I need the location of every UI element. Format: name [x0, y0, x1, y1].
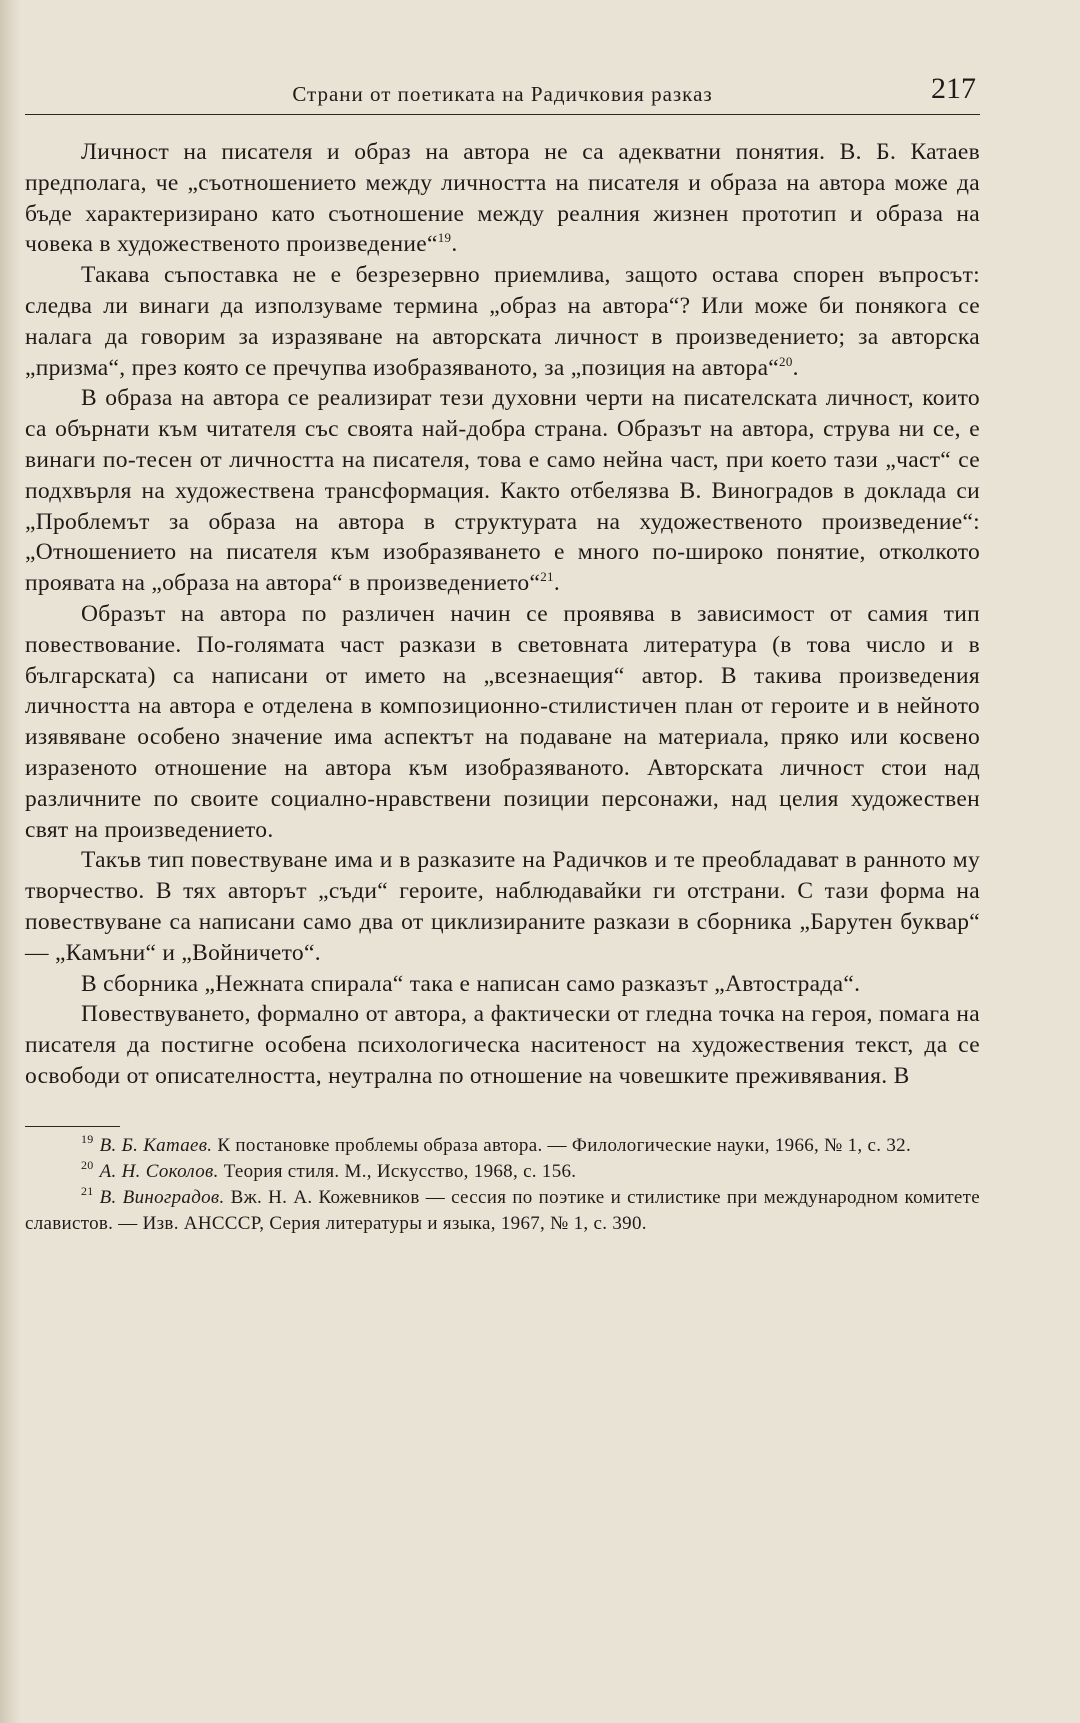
page-spine-shadow [0, 0, 22, 1723]
paragraph [25, 260, 980, 383]
footnote-number: 19 [81, 1132, 94, 1147]
paragraph-text: В образа на автора се реализират тези духовни черти на писателската личност, които са обърнати към читателя със своята най-добра страна. Образът на автора, струва ни се, е винаги по-тесен от личността на писателя, това е само нейна част, при което тази „част“ се подхвърля на художествена трансформация. Както отбелязва В. Виноградов в доклада си „Проблемът за образа на автора в структурата на художественото произведение“: „Отношението на писателя към изобразяването е много по-широко понятие, отколкото проявата на „образа на автора“ в произведението“ [25, 385, 980, 597]
page-header [25, 70, 980, 115]
paragraph: Такъв тип повествуване има и в разказите на Радичков и те преобладават в ранното му творчество. В тях авторът „съди“ героите, наблюдавайки ги отстрани. С тази форма на повествуване са написани само два от циклизираните разкази в сборника „Барутен буквар“ — „Камъни“ и „Войничето“. [25, 847, 980, 966]
footnote-ref: 19 [437, 230, 452, 246]
paragraph: В сборника „Нежната спирала“ така е написан само разказът „Автострада“. [81, 970, 861, 997]
footnote-author: В. Б. Катаев. [99, 1134, 213, 1156]
footnote-ref: 21 [540, 569, 554, 585]
footnote-author: А. Н. Соколов. [99, 1160, 219, 1182]
paragraph: Повествуването, формално от автора, а фактически от гледна точка на героя, помага на писателя да постигне особена психологическа наситеност на художествения текст, да се освободи от описателността, неутрална по отношение на човешките преживявания. В [25, 1001, 980, 1089]
paragraph-text: Личност на писателя и образ на автора не са адекватни понятия. В. Б. Катаев предполага, че „съотношението между личността на писателя и образа на автора може да бъде характеризирано като съотношение между реалния жизнен прототип и образа на човека в художественото произведение“ [25, 139, 980, 258]
footnote [25, 1185, 980, 1237]
body-text [25, 137, 980, 1092]
footnote [25, 1159, 980, 1185]
paragraph-end: . [451, 231, 458, 258]
footnote-number: 21 [81, 1184, 94, 1199]
footnote-text: К постановке проблемы образа автора. — Филологические науки, 1966, № 1, с. 32. [212, 1134, 912, 1156]
paragraph [25, 137, 980, 260]
footnote-number: 20 [81, 1158, 94, 1173]
paragraph-text: Такава съпоставка не е безрезервно приемлива, защото остава спорен въпросът: следва ли винаги да използуваме термина „образ на автора“? Или може би понякога се налага да говорим за изразяване на авторската личност в произведението; за авторска „призма“, през която се пречупва изобразяваното, за „позиция на автора“ [25, 262, 980, 381]
footnote [25, 1133, 980, 1159]
footnotes [25, 1133, 980, 1237]
paragraph-end: . [553, 570, 561, 597]
paragraph [25, 383, 980, 599]
footnote-author: В. Виноградов. [99, 1186, 225, 1208]
book-page [25, 70, 980, 1237]
running-title: Страни от поетиката на Радичковия разказ [292, 82, 713, 106]
page-number: 217 [931, 72, 976, 105]
paragraph-end: . [792, 354, 799, 381]
footnote-text: Вж. Н. А. Кожевников — сессия по поэтике и стилистике при международном комитете славистов. — Изв. АНСССР, Серия литературы и языка, 1967, № 1, с. 390. [25, 1186, 980, 1234]
footnote-ref: 20 [779, 353, 793, 369]
footnote-text: Теория стиля. М., Искусство, 1968, с. 156. [218, 1160, 577, 1182]
paragraph: Образът на автора по различен начин се проявява в зависимост от самия тип повествование. По-голямата част разкази в световната литература (в това число и в българската) са написани от името на „всезнаещия“ автор. В такива произведения личността на автора е отделена в композиционно-стилистичен план от героите и в нейното изявяване особено значение има аспектът на подаване на материала, пряко или косвено изразеното отношение на автора към изобразяваното. Авторската личност стои над различните по своите социално-нравствени позиции персонажи, над целия художествен свят на произведението. [25, 600, 980, 843]
footnote-divider [25, 1126, 120, 1127]
